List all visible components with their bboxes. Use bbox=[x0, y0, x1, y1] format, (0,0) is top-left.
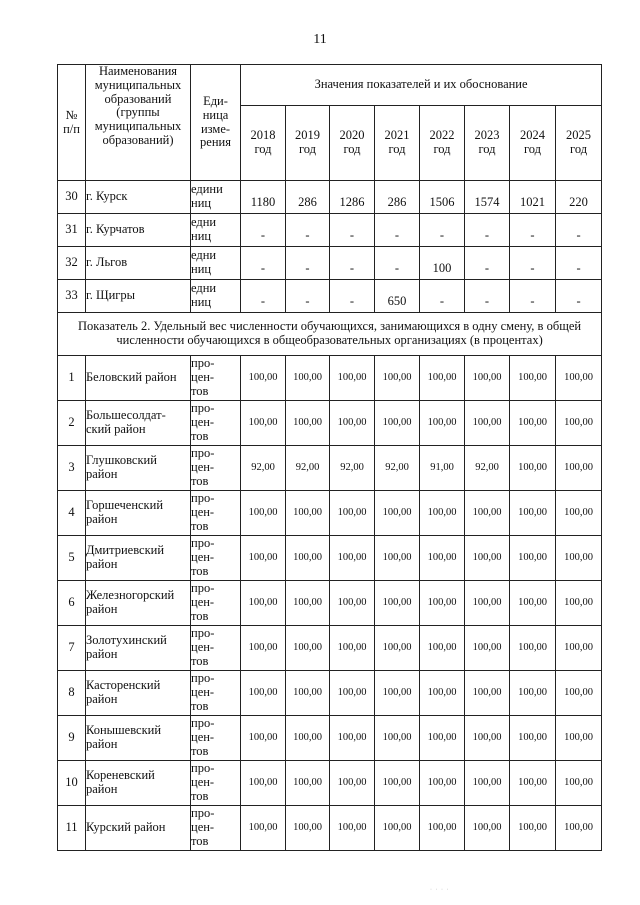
name-line: Глушковский bbox=[86, 453, 157, 468]
header-number-line: № bbox=[65, 107, 78, 122]
value-cell: 100,00 bbox=[420, 536, 465, 581]
name-line: ский район bbox=[86, 422, 146, 436]
value-cell: 100,00 bbox=[556, 671, 602, 716]
header-year-line: 2021 bbox=[384, 128, 410, 143]
value-cell: 100,00 bbox=[510, 626, 556, 671]
unit-cell bbox=[191, 181, 241, 214]
name-line: Большесолдат- bbox=[86, 408, 166, 423]
name-line: район bbox=[86, 737, 118, 751]
header-year-2022 bbox=[420, 106, 465, 181]
header-year-line: год bbox=[478, 142, 496, 156]
unit-line: тов bbox=[191, 608, 209, 623]
value-cell: 100,00 bbox=[286, 401, 330, 446]
value-cell: 100,00 bbox=[510, 401, 556, 446]
value-cell: 100,00 bbox=[375, 671, 420, 716]
unit-line: едни bbox=[191, 215, 217, 230]
table-row bbox=[58, 806, 602, 851]
municipality-name: г. Курск bbox=[86, 181, 191, 214]
unit-cell bbox=[191, 536, 241, 581]
table-row bbox=[58, 581, 602, 626]
value-cell: - bbox=[465, 214, 510, 247]
value-cell: 100,00 bbox=[465, 716, 510, 761]
value-cell: - bbox=[330, 247, 375, 280]
value-cell: 100,00 bbox=[420, 716, 465, 761]
unit-cell bbox=[191, 626, 241, 671]
header-year-2018 bbox=[241, 106, 286, 181]
header-name-line: образований) bbox=[102, 132, 174, 147]
unit-line: едни bbox=[191, 281, 217, 296]
value-cell: 100,00 bbox=[330, 671, 375, 716]
value-cell: - bbox=[556, 247, 602, 280]
table-row bbox=[58, 536, 602, 581]
row-number: 2 bbox=[58, 401, 86, 446]
unit-line: тов bbox=[191, 788, 209, 803]
row-number: 9 bbox=[58, 716, 86, 761]
value-cell: 100,00 bbox=[465, 761, 510, 806]
unit-line: тов bbox=[191, 428, 209, 443]
value-cell: 100,00 bbox=[375, 356, 420, 401]
unit-line: про- bbox=[191, 356, 215, 371]
header-year-line: 2022 bbox=[429, 128, 455, 143]
value-cell: 100,00 bbox=[330, 626, 375, 671]
unit-line: цен- bbox=[191, 685, 215, 700]
unit-line: тов bbox=[191, 833, 209, 848]
value-cell: 100,00 bbox=[556, 806, 602, 851]
unit-cell bbox=[191, 214, 241, 247]
name-line: Золотухинский bbox=[86, 633, 167, 648]
unit-line: тов bbox=[191, 473, 209, 488]
header-year-line: год bbox=[523, 142, 542, 156]
value-cell: 100 bbox=[420, 247, 465, 280]
unit-line: цен- bbox=[191, 550, 215, 565]
row-number: 8 bbox=[58, 671, 86, 716]
row-number: 30 bbox=[58, 181, 86, 214]
value-cell: - bbox=[241, 280, 286, 313]
value-cell: 100,00 bbox=[375, 491, 420, 536]
value-cell: 100,00 bbox=[375, 806, 420, 851]
value-cell: - bbox=[556, 280, 602, 313]
value-cell: - bbox=[510, 214, 556, 247]
municipality-name: г. Курчатов bbox=[86, 214, 191, 247]
municipality-name bbox=[86, 581, 191, 626]
header-name-line: (группы bbox=[116, 105, 160, 120]
unit-cell bbox=[191, 716, 241, 761]
header-number bbox=[58, 65, 86, 181]
name-line: район bbox=[86, 557, 118, 571]
value-cell: - bbox=[241, 214, 286, 247]
value-cell: 100,00 bbox=[241, 626, 286, 671]
value-cell: 100,00 bbox=[510, 356, 556, 401]
header-name-line: Наименования bbox=[98, 64, 178, 78]
row-number: 6 bbox=[58, 581, 86, 626]
unit-line: цен- bbox=[191, 775, 215, 790]
value-cell: 100,00 bbox=[330, 806, 375, 851]
unit-line: про- bbox=[191, 491, 215, 506]
value-cell: 100,00 bbox=[465, 581, 510, 626]
header-name bbox=[86, 65, 191, 181]
table-row bbox=[58, 716, 602, 761]
municipality-name bbox=[86, 761, 191, 806]
header-year-2020 bbox=[330, 106, 375, 181]
unit-cell bbox=[191, 671, 241, 716]
municipality-name bbox=[86, 491, 191, 536]
header-number-line: п/п bbox=[63, 121, 80, 136]
value-cell: 1180 bbox=[241, 181, 286, 214]
value-cell: - bbox=[286, 214, 330, 247]
unit-line: про- bbox=[191, 761, 215, 776]
header-unit-line: Еди- bbox=[203, 94, 228, 108]
value-cell: 100,00 bbox=[465, 401, 510, 446]
value-cell: 100,00 bbox=[556, 401, 602, 446]
name-line: Курский район bbox=[86, 820, 166, 835]
value-cell: 100,00 bbox=[556, 626, 602, 671]
value-cell: 100,00 bbox=[420, 806, 465, 851]
unit-line: про- bbox=[191, 446, 215, 461]
value-cell: 100,00 bbox=[286, 491, 330, 536]
unit-cell bbox=[191, 806, 241, 851]
municipality-name: г. Щигры bbox=[86, 280, 191, 313]
unit-cell bbox=[191, 581, 241, 626]
header-name-line: образований bbox=[104, 91, 172, 106]
value-cell: 100,00 bbox=[375, 401, 420, 446]
value-cell: 100,00 bbox=[556, 446, 602, 491]
header-values-group: Значения показателей и их обоснование bbox=[241, 65, 602, 106]
value-cell: 1574 bbox=[465, 181, 510, 214]
value-cell: 100,00 bbox=[286, 671, 330, 716]
name-line: Железногорский bbox=[86, 588, 175, 603]
header-year-line: 2024 bbox=[520, 128, 545, 143]
header-year-line: 2023 bbox=[474, 128, 500, 143]
row-number: 3 bbox=[58, 446, 86, 491]
value-cell: 100,00 bbox=[420, 671, 465, 716]
value-cell: 100,00 bbox=[510, 491, 556, 536]
value-cell: 100,00 bbox=[286, 356, 330, 401]
row-number: 31 bbox=[58, 214, 86, 247]
unit-cell bbox=[191, 446, 241, 491]
row-number: 1 bbox=[58, 356, 86, 401]
header-year-line: год bbox=[388, 142, 406, 156]
unit-cell bbox=[191, 280, 241, 313]
value-cell: - bbox=[465, 280, 510, 313]
unit-cell bbox=[191, 761, 241, 806]
unit-line: цен- bbox=[191, 820, 215, 835]
name-line: Беловский район bbox=[86, 370, 177, 385]
value-cell: 100,00 bbox=[420, 581, 465, 626]
value-cell: 100,00 bbox=[286, 536, 330, 581]
value-cell: 286 bbox=[375, 181, 420, 214]
name-line: Касторенский bbox=[86, 678, 161, 693]
header-year-line: 2018 bbox=[250, 128, 276, 143]
value-cell: 100,00 bbox=[556, 581, 602, 626]
indicator-title: Показатель 2. Удельный вес численности обучающихся, занимающихся в одну смену, в общей численности обучающихся в общеобразовательных организациях (в процентах) bbox=[58, 313, 602, 356]
row-number: 11 bbox=[58, 806, 86, 851]
header-year-2024 bbox=[510, 106, 556, 181]
value-cell: 100,00 bbox=[330, 581, 375, 626]
row-number: 4 bbox=[58, 491, 86, 536]
value-cell: - bbox=[286, 247, 330, 280]
name-line: район bbox=[86, 647, 118, 661]
page-number: 11 bbox=[313, 32, 327, 47]
value-cell: 100,00 bbox=[465, 356, 510, 401]
value-cell: 100,00 bbox=[420, 761, 465, 806]
table-row bbox=[58, 491, 602, 536]
value-cell: 91,00 bbox=[420, 446, 465, 491]
value-cell: 100,00 bbox=[465, 491, 510, 536]
header-name-line: муниципальных bbox=[94, 77, 182, 92]
value-cell: 286 bbox=[286, 181, 330, 214]
header-year-line: год bbox=[298, 142, 317, 156]
value-cell: 100,00 bbox=[241, 401, 286, 446]
value-cell: 100,00 bbox=[420, 356, 465, 401]
unit-line: ниц bbox=[191, 262, 212, 276]
value-cell: 100,00 bbox=[241, 356, 286, 401]
header-year-line: год bbox=[570, 142, 588, 156]
value-cell: 100,00 bbox=[241, 806, 286, 851]
table-row bbox=[58, 181, 602, 214]
municipality-name bbox=[86, 806, 191, 851]
header-year-line: год bbox=[343, 142, 361, 156]
unit-line: тов bbox=[191, 653, 209, 668]
unit-line: цен- bbox=[191, 595, 215, 610]
name-line: район bbox=[86, 512, 118, 526]
value-cell: 100,00 bbox=[510, 581, 556, 626]
value-cell: 100,00 bbox=[241, 716, 286, 761]
header-unit bbox=[191, 65, 241, 181]
value-cell: 100,00 bbox=[286, 581, 330, 626]
value-cell: 100,00 bbox=[556, 761, 602, 806]
value-cell: 100,00 bbox=[330, 536, 375, 581]
value-cell: 100,00 bbox=[330, 491, 375, 536]
unit-line: про- bbox=[191, 806, 215, 821]
header-year-line: год bbox=[254, 142, 272, 156]
value-cell: 100,00 bbox=[286, 626, 330, 671]
value-cell: 100,00 bbox=[510, 671, 556, 716]
unit-cell bbox=[191, 401, 241, 446]
value-cell: 100,00 bbox=[465, 671, 510, 716]
row-number: 33 bbox=[58, 280, 86, 313]
value-cell: 92,00 bbox=[241, 446, 286, 491]
unit-line: цен- bbox=[191, 730, 215, 745]
header-unit-line: изме- bbox=[200, 121, 231, 136]
municipality-name bbox=[86, 446, 191, 491]
table-row bbox=[58, 401, 602, 446]
indicator-row bbox=[58, 313, 602, 356]
scan-mark: · · · · bbox=[430, 887, 450, 893]
value-cell: - bbox=[420, 280, 465, 313]
value-cell: 1506 bbox=[420, 181, 465, 214]
unit-line: цен- bbox=[191, 460, 215, 475]
unit-line: про- bbox=[191, 671, 215, 686]
value-cell: 100,00 bbox=[556, 716, 602, 761]
value-cell: 1021 bbox=[510, 181, 556, 214]
value-cell: - bbox=[330, 214, 375, 247]
value-cell: 100,00 bbox=[330, 401, 375, 446]
value-cell: 100,00 bbox=[330, 716, 375, 761]
header-year-2021 bbox=[375, 106, 420, 181]
header-year-2025 bbox=[556, 106, 602, 181]
value-cell: 100,00 bbox=[510, 536, 556, 581]
unit-line: едни bbox=[191, 248, 217, 263]
unit-line: цен- bbox=[191, 505, 215, 520]
value-cell: 100,00 bbox=[241, 671, 286, 716]
unit-line: ниц bbox=[191, 295, 212, 309]
value-cell: 100,00 bbox=[375, 761, 420, 806]
table-row bbox=[58, 671, 602, 716]
value-cell: 100,00 bbox=[510, 446, 556, 491]
unit-cell bbox=[191, 491, 241, 536]
value-cell: 100,00 bbox=[556, 356, 602, 401]
unit-line: про- bbox=[191, 626, 215, 641]
value-cell: - bbox=[510, 280, 556, 313]
name-line: Дмитриевский bbox=[86, 543, 165, 558]
value-cell: 100,00 bbox=[241, 581, 286, 626]
name-line: район bbox=[86, 602, 118, 616]
value-cell: - bbox=[375, 247, 420, 280]
unit-line: про- bbox=[191, 581, 215, 596]
value-cell: 100,00 bbox=[330, 356, 375, 401]
unit-line: тов bbox=[191, 743, 209, 758]
value-cell: 100,00 bbox=[286, 806, 330, 851]
value-cell: 100,00 bbox=[286, 761, 330, 806]
value-cell: 100,00 bbox=[465, 806, 510, 851]
value-cell: - bbox=[286, 280, 330, 313]
value-cell: - bbox=[241, 247, 286, 280]
header-year-line: 2019 bbox=[295, 128, 320, 143]
value-cell: 100,00 bbox=[241, 491, 286, 536]
value-cell: 100,00 bbox=[375, 536, 420, 581]
value-cell: 100,00 bbox=[510, 761, 556, 806]
value-cell: 100,00 bbox=[375, 626, 420, 671]
unit-line: цен- bbox=[191, 370, 215, 385]
name-line: Кореневский bbox=[86, 768, 155, 783]
table-row bbox=[58, 247, 602, 280]
value-cell: - bbox=[420, 214, 465, 247]
municipality-name: г. Льгов bbox=[86, 247, 191, 280]
header-unit-line: ница bbox=[202, 107, 229, 122]
unit-cell bbox=[191, 356, 241, 401]
value-cell: 92,00 bbox=[286, 446, 330, 491]
value-cell: 100,00 bbox=[330, 761, 375, 806]
value-cell: - bbox=[556, 214, 602, 247]
municipality-name bbox=[86, 671, 191, 716]
header-year-line: 2025 bbox=[566, 128, 592, 143]
value-cell: - bbox=[510, 247, 556, 280]
value-cell: 100,00 bbox=[286, 716, 330, 761]
value-cell: 92,00 bbox=[375, 446, 420, 491]
table-row bbox=[58, 280, 602, 313]
unit-line: тов bbox=[191, 563, 209, 578]
value-cell: 100,00 bbox=[510, 716, 556, 761]
municipality-name bbox=[86, 401, 191, 446]
unit-cell bbox=[191, 247, 241, 280]
header-unit-line: рения bbox=[200, 135, 231, 150]
unit-line: цен- bbox=[191, 415, 215, 430]
header-year-2023 bbox=[465, 106, 510, 181]
value-cell: 100,00 bbox=[556, 491, 602, 536]
table-row bbox=[58, 214, 602, 247]
value-cell: 100,00 bbox=[375, 581, 420, 626]
value-cell: 100,00 bbox=[241, 761, 286, 806]
value-cell: 100,00 bbox=[465, 536, 510, 581]
indicator-table bbox=[57, 64, 602, 851]
unit-line: тов bbox=[191, 383, 209, 398]
name-line: Конышевский bbox=[86, 723, 162, 738]
table-row bbox=[58, 356, 602, 401]
name-line: район bbox=[86, 692, 118, 706]
name-line: район bbox=[86, 782, 118, 796]
header-year-2019 bbox=[286, 106, 330, 181]
unit-line: про- bbox=[191, 536, 215, 551]
unit-line: про- bbox=[191, 401, 215, 416]
unit-line: про- bbox=[191, 716, 215, 731]
value-cell: - bbox=[330, 280, 375, 313]
value-cell: 92,00 bbox=[330, 446, 375, 491]
value-cell: 650 bbox=[375, 280, 420, 313]
unit-line: ниц bbox=[191, 196, 212, 210]
header-year-line: 2020 bbox=[339, 128, 365, 143]
unit-line: тов bbox=[191, 698, 209, 713]
value-cell: 100,00 bbox=[556, 536, 602, 581]
name-line: район bbox=[86, 467, 118, 481]
value-cell: 220 bbox=[556, 181, 602, 214]
unit-line: тов bbox=[191, 518, 209, 533]
value-cell: - bbox=[375, 214, 420, 247]
row-number: 7 bbox=[58, 626, 86, 671]
value-cell: 100,00 bbox=[420, 401, 465, 446]
row-number: 5 bbox=[58, 536, 86, 581]
header-year-line: год bbox=[433, 142, 451, 156]
row-number: 10 bbox=[58, 761, 86, 806]
value-cell: 100,00 bbox=[465, 626, 510, 671]
value-cell: 100,00 bbox=[375, 716, 420, 761]
value-cell: 100,00 bbox=[241, 536, 286, 581]
value-cell: 100,00 bbox=[420, 626, 465, 671]
value-cell: - bbox=[465, 247, 510, 280]
unit-line: едини bbox=[191, 182, 223, 197]
value-cell: 1286 bbox=[330, 181, 375, 214]
name-line: Горшеченский bbox=[86, 498, 164, 513]
table-row bbox=[58, 626, 602, 671]
municipality-name bbox=[86, 626, 191, 671]
municipality-name bbox=[86, 356, 191, 401]
value-cell: 100,00 bbox=[420, 491, 465, 536]
table-row bbox=[58, 446, 602, 491]
municipality-name bbox=[86, 536, 191, 581]
unit-line: цен- bbox=[191, 640, 215, 655]
row-number: 32 bbox=[58, 247, 86, 280]
header-name-line: муниципальных bbox=[94, 119, 182, 133]
value-cell: 100,00 bbox=[510, 806, 556, 851]
table-row bbox=[58, 761, 602, 806]
unit-line: ниц bbox=[191, 229, 212, 243]
value-cell: 92,00 bbox=[465, 446, 510, 491]
municipality-name bbox=[86, 716, 191, 761]
